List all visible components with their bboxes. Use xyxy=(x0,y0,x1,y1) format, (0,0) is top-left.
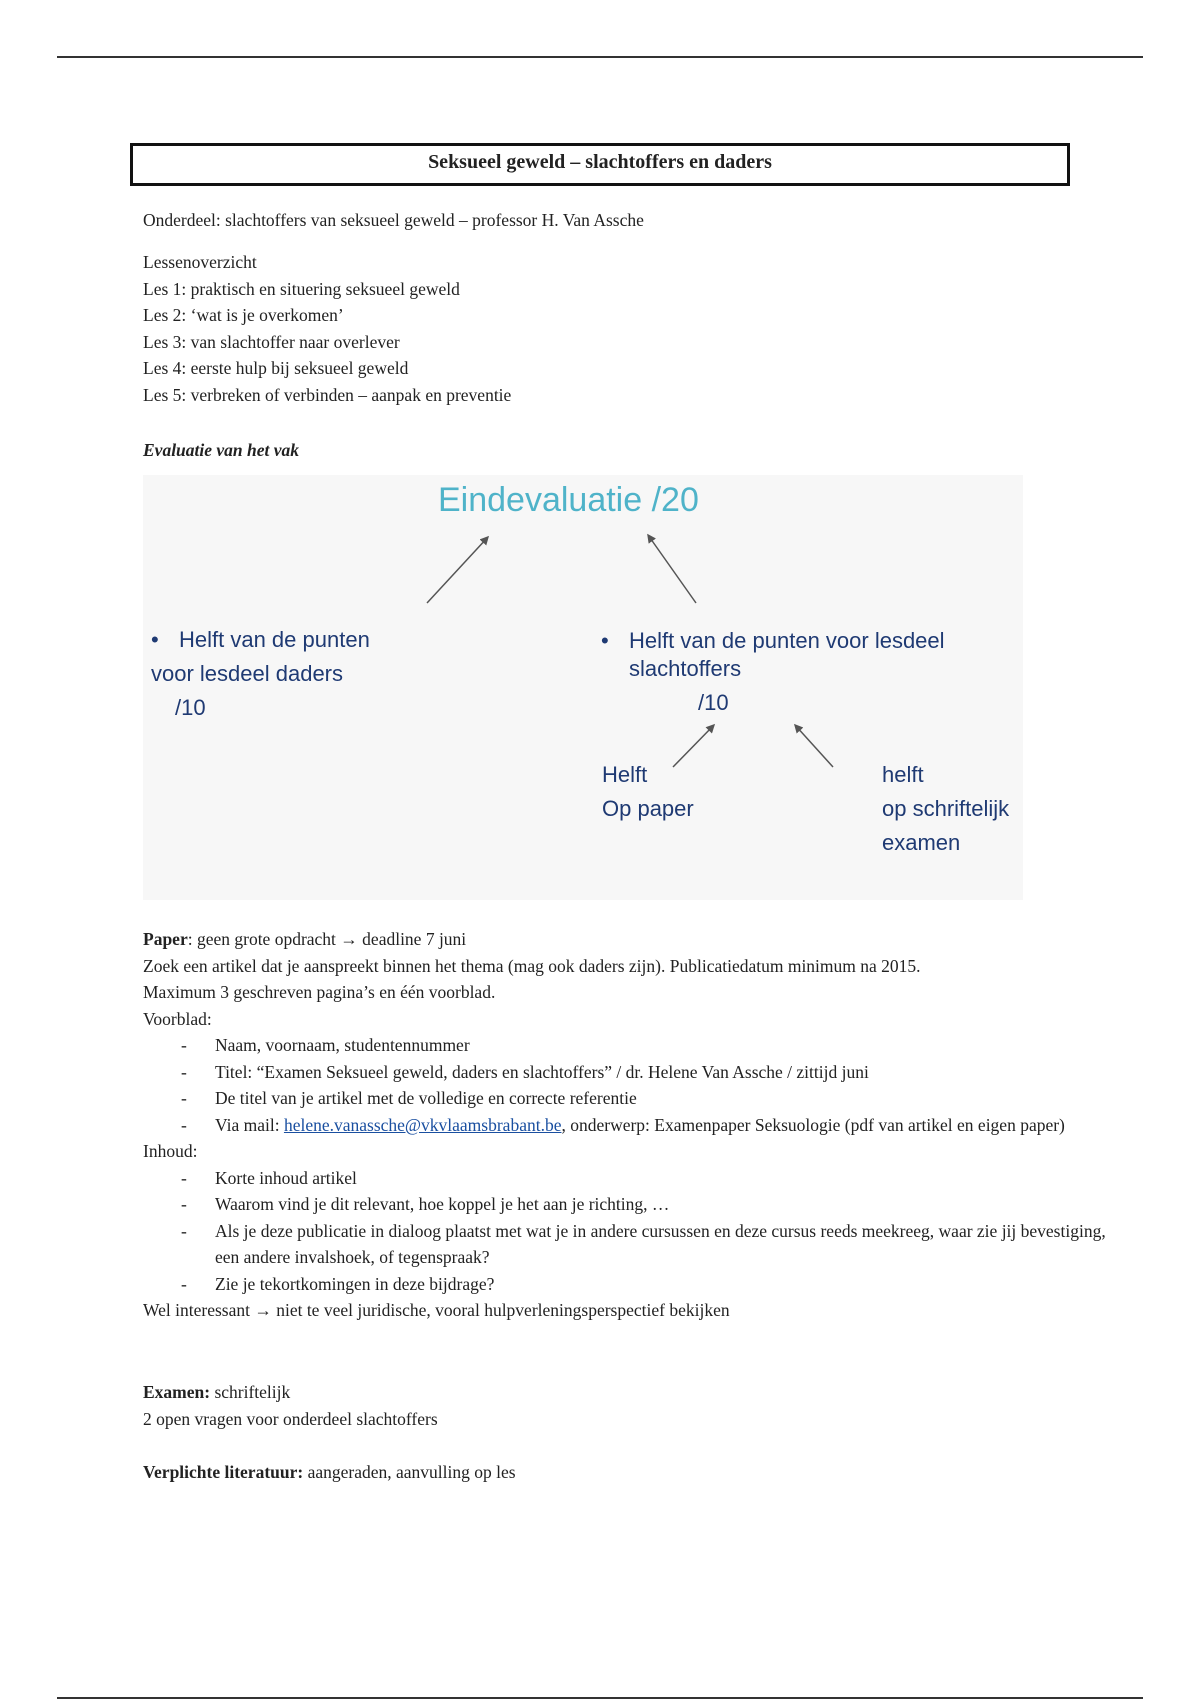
header-rule xyxy=(57,56,1143,58)
right-line1: Helft van de punten voor lesdeel xyxy=(629,628,945,653)
sub-left-line1: Helft xyxy=(602,762,648,787)
arrow-sub-right xyxy=(795,725,833,767)
list-item: - Titel: “Examen Seksueel geweld, daders en slachtoffers” / dr. Helene Van Assche / zittijd juni xyxy=(143,1059,1133,1086)
sub-right-line2: op schriftelijk xyxy=(882,796,1010,821)
examen-line: 2 open vragen voor onderdeel slachtoffers xyxy=(143,1408,438,1429)
sub-right-line1: helft xyxy=(882,762,924,787)
onderdeel-line: Onderdeel: slachtoffers van seksueel geweld – professor H. Van Assche xyxy=(143,210,644,230)
les-item: Les 4: eerste hulp bij seksueel geweld xyxy=(143,358,409,378)
sub-left-line2: Op paper xyxy=(602,796,694,821)
arrow-sub-left xyxy=(673,725,714,767)
document-title: Seksueel geweld – slachtoffers en daders xyxy=(130,143,1070,186)
evaluation-diagram xyxy=(143,475,1023,900)
sub-right-line3: examen xyxy=(882,830,961,855)
evaluatie-heading: Evaluatie van het vak xyxy=(143,440,300,460)
diagram-title: Eindevaluatie /20 xyxy=(438,481,699,519)
voorblad-label: Voorblad: xyxy=(143,1008,212,1029)
footer-rule xyxy=(57,1697,1143,1699)
list-item: - Korte inhoud artikel xyxy=(143,1165,1133,1192)
lessen-heading: Lessenoverzicht xyxy=(143,252,257,272)
left-line1: Helft van de punten xyxy=(179,627,370,652)
list-item: - Zie je tekortkomingen in deze bijdrage? xyxy=(143,1271,1133,1298)
literatuur-section xyxy=(143,1459,516,1486)
inhoud-list xyxy=(143,1165,1133,1298)
paper-label: Paper xyxy=(143,929,188,949)
examen-section xyxy=(143,1379,438,1432)
paper-intro: Paper: geen grote opdracht → deadline 7 juni xyxy=(143,929,467,949)
left-line2: voor lesdeel daders xyxy=(151,661,344,686)
les-item: Les 1: praktisch en situering seksueel geweld xyxy=(143,278,460,299)
left-score: /10 xyxy=(175,695,206,720)
les-item: Les 3: van slachtoffer naar overlever xyxy=(143,331,400,352)
paper-line: Zoek een artikel dat je aanspreekt binnen het thema (mag ook daders zijn). Publicatiedatum minimum na 2015. xyxy=(143,955,921,976)
list-item: - Als je deze publicatie in dialoog plaatst met wat je in andere cursussen en deze cursus reeds meekreeg, waar zie jij bevestiging, een andere invalshoek, of tegenspraak? xyxy=(143,1218,1133,1271)
paper-section xyxy=(143,926,1133,1324)
literatuur-label: Verplichte literatuur: xyxy=(143,1462,304,1482)
les-item: Les 2: ‘wat is je overkomen’ xyxy=(143,305,344,325)
arrow-left xyxy=(427,537,488,603)
list-item: - Waarom vind je dit relevant, hoe koppel je het aan je richting, … xyxy=(143,1191,1133,1218)
right-bullet: • xyxy=(601,628,609,653)
lessen-overzicht xyxy=(143,249,511,408)
left-bullet: • xyxy=(151,627,159,652)
list-item: - Naam, voornaam, studentennummer xyxy=(143,1032,1133,1059)
list-item-mail: - Via mail: helene.vanassche@vkvlaamsbrabant.be, onderwerp: Examenpaper Seksuologie (pdf van artikel en eigen paper) xyxy=(143,1112,1133,1139)
paper-line: Maximum 3 geschreven pagina’s en één voorblad. xyxy=(143,982,496,1002)
arrow-right xyxy=(648,535,696,603)
email-link[interactable]: helene.vanassche@vkvlaamsbrabant.be xyxy=(283,1114,562,1135)
les-item: Les 5: verbreken of verbinden – aanpak en preventie xyxy=(143,384,512,405)
right-score: /10 xyxy=(698,690,729,715)
wel-interessant: Wel interessant → niet te veel juridische, vooral hulpverleningsperspectief bekijken xyxy=(143,1300,730,1320)
voorblad-list xyxy=(143,1032,1133,1138)
literatuur-value: aangeraden, aanvulling op les xyxy=(303,1462,516,1482)
examen-label: Examen: xyxy=(143,1382,211,1402)
examen-value: schriftelijk xyxy=(210,1382,291,1402)
list-item: - De titel van je artikel met de volledige en correcte referentie xyxy=(143,1085,1133,1112)
right-line2: slachtoffers xyxy=(629,656,742,681)
inhoud-label: Inhoud: xyxy=(143,1141,198,1161)
